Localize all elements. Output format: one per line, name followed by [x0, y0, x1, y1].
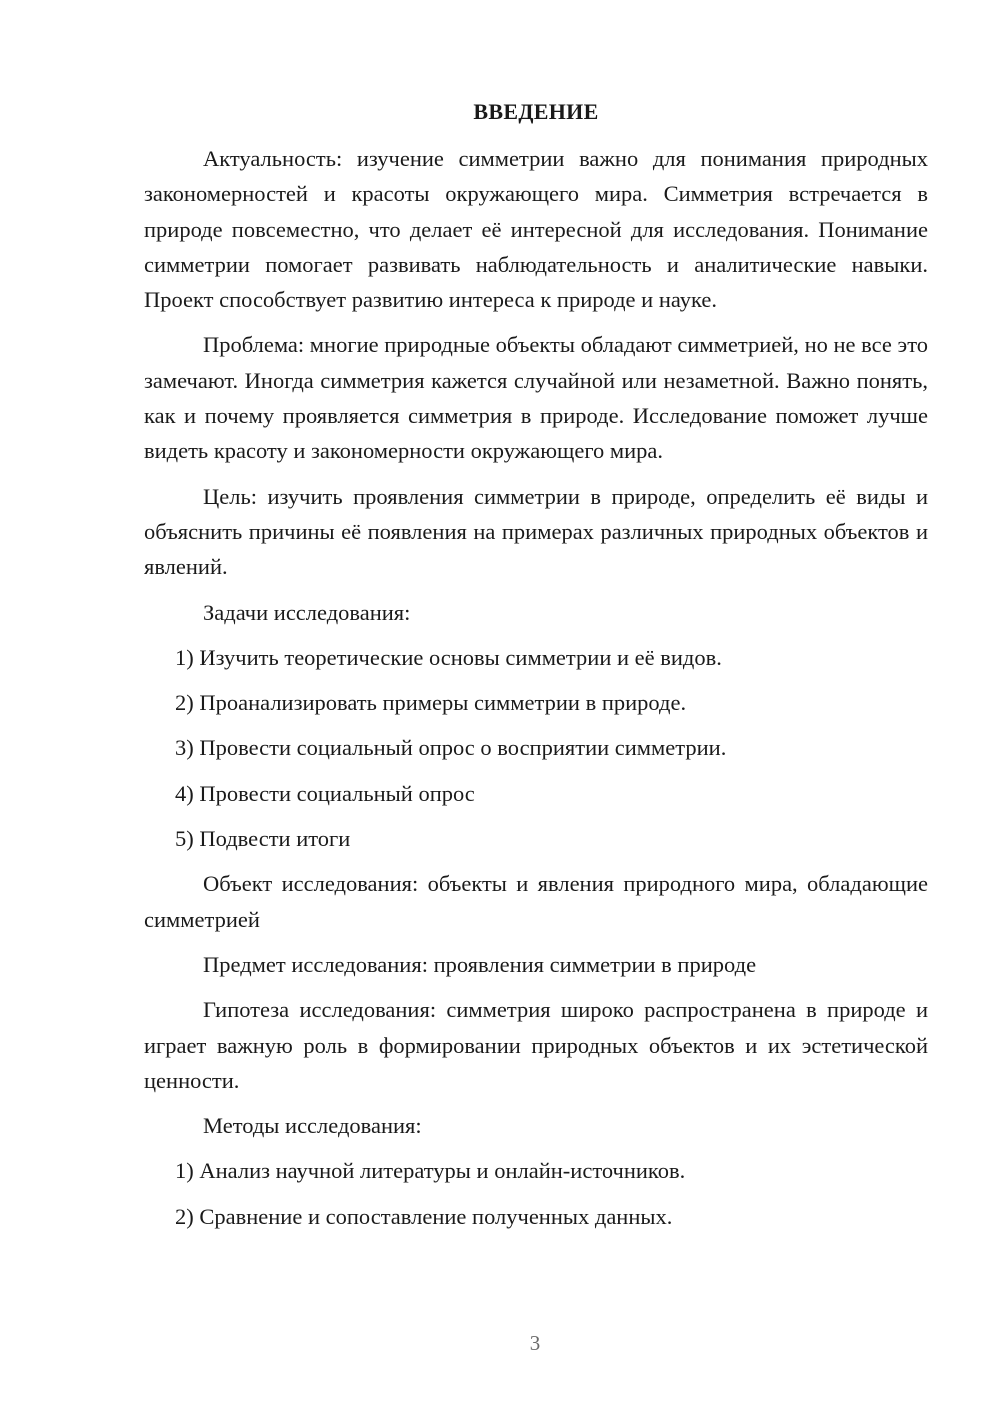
method-item-2: 2) Сравнение и сопоставление полученных данных.: [175, 1203, 673, 1229]
task-item-1: 1) Изучить теоретические основы симметрии и её видов.: [175, 644, 722, 670]
paragraph-object: Объект исследования: объекты и явления природного мира, обладающие симметрией: [144, 871, 928, 932]
paragraph-subject: Предмет исследования: проявления симметрии в природе: [203, 951, 757, 977]
tasks-heading: Задачи исследования:: [203, 599, 411, 625]
paragraph-problem: Проблема: многие природные объекты обладают симметрией, но не все это замечают. Иногда симметрия кажется случайной или незаметной. Важно понять, как и почему проявляется симметрия в природе. Исследование поможет лучше видеть красоту и закономерности окружающего мира.: [144, 332, 928, 464]
task-item-3: 3) Провести социальный опрос о восприятии симметрии.: [175, 735, 727, 761]
paragraph-goal: Цель: изучить проявления симметрии в природе, определить её виды и объяснить причины её появления на примерах различных природных объектов и явлений.: [144, 483, 928, 580]
methods-heading: Методы исследования:: [203, 1113, 422, 1139]
paragraph-relevance: Актуальность: изучение симметрии важно для понимания природных закономерностей и красоты окружающего мира. Симметрия встречается в природе повсеместно, что делает её интересной для исследования. Понимание симметрии помогает развивать наблюдательность и аналитические навыки. Проект способствует развитию интереса к природе и науке.: [144, 146, 928, 313]
paragraph-hypothesis: Гипотеза исследования: симметрия широко распространена в природе и играет важную роль в формировании природных объектов и их эстетической ценности.: [144, 997, 928, 1093]
page-number: 3: [529, 1331, 541, 1355]
task-item-5: 5) Подвести итоги: [175, 826, 351, 852]
method-item-1: 1) Анализ научной литературы и онлайн-источников.: [175, 1158, 686, 1184]
page-title: ВВЕДЕНИЕ: [473, 99, 599, 124]
page-content: [144, 94, 928, 1244]
task-item-2: 2) Проанализировать примеры симметрии в природе.: [175, 690, 687, 716]
task-item-4: 4) Провести социальный опрос: [175, 780, 475, 806]
